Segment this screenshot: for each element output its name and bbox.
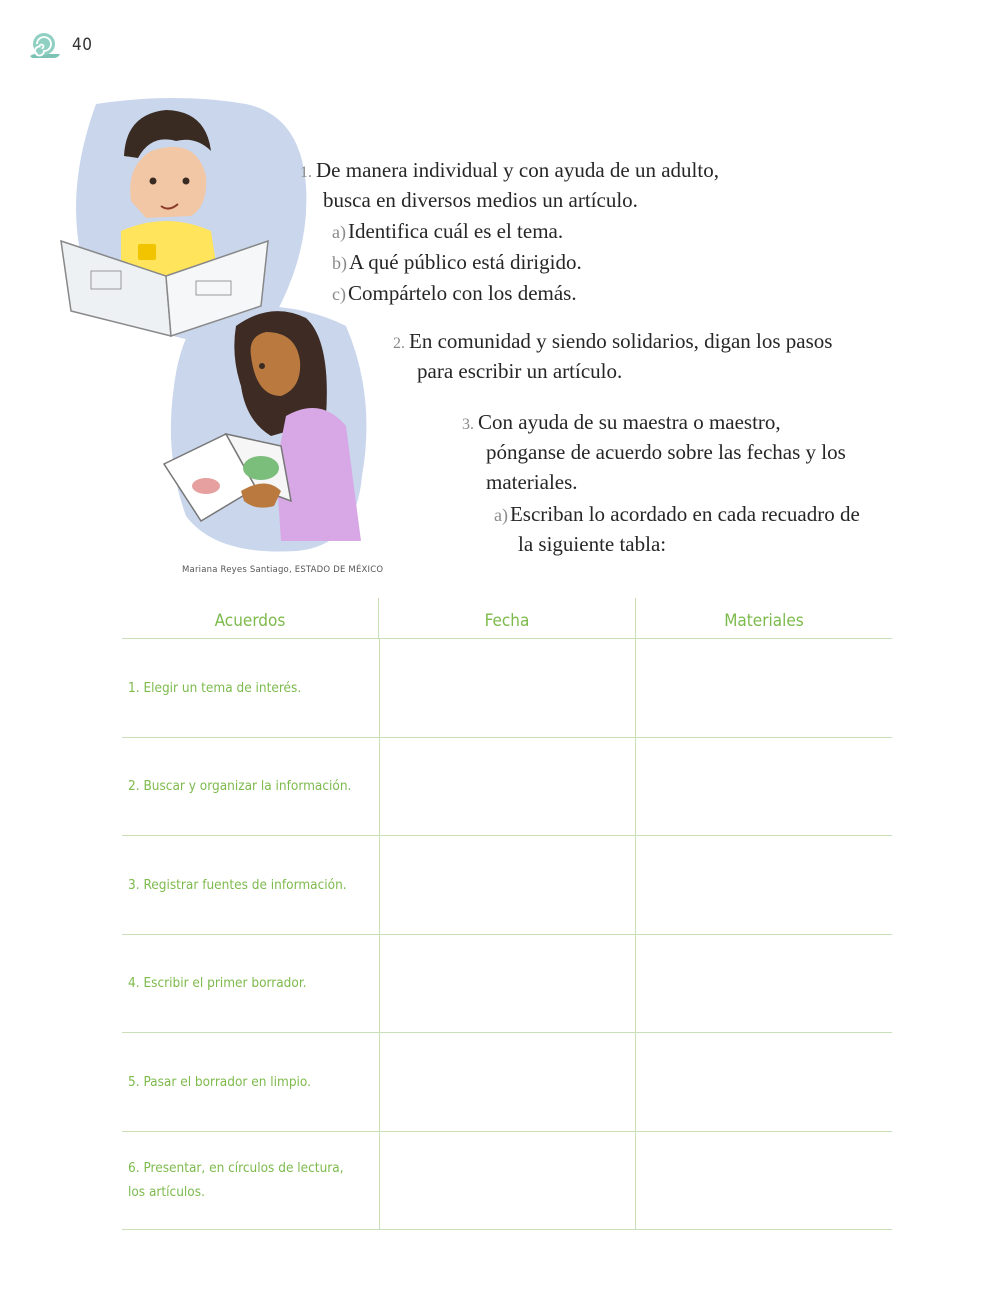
table-row (122, 935, 892, 1034)
table-row (122, 1033, 892, 1132)
materiales-cell[interactable] (635, 738, 892, 836)
item-text: Compártelo con los demás. (347, 281, 577, 305)
header-fecha: Fecha (378, 598, 635, 638)
table-row (122, 639, 892, 738)
materiales-cell[interactable] (635, 1033, 892, 1131)
activity-text: En comunidad y siendo solidarios, digan los pasos (409, 329, 833, 353)
item-letter: a) (494, 505, 508, 525)
activity-3-line-3: materiales. (486, 470, 578, 494)
snail-icon (28, 30, 64, 62)
materiales-cell[interactable] (635, 935, 892, 1033)
agreement-cell (122, 738, 379, 836)
fecha-cell[interactable] (379, 1132, 636, 1230)
agreement-cell (122, 1132, 379, 1230)
item-text: Identifica cuál es el tema. (347, 219, 564, 243)
header-materiales: Materiales (635, 598, 892, 638)
activity-text: Con ayuda de su maestra o maestro, (478, 410, 781, 434)
agreement-text: 1. Elegir un tema de interés. (128, 679, 302, 696)
activity-number: 2. (393, 335, 405, 352)
table-row (122, 738, 892, 837)
fecha-cell[interactable] (379, 836, 636, 934)
item-text: Escriban lo acordado en cada recuadro de (509, 502, 860, 526)
agreement-text: 5. Pasar el borrador en limpio. (128, 1073, 311, 1090)
fecha-cell[interactable] (379, 1033, 636, 1131)
activity-3-item-a-line-1 (494, 499, 860, 530)
activity-number: 3. (462, 416, 474, 433)
activity-text: De manera individual y con ayuda de un adulto, (316, 158, 719, 182)
activity-3-line-2: pónganse de acuerdo sobre las fechas y los (486, 440, 846, 464)
activity-1-line-2: busca en diversos medios un artículo. (323, 188, 638, 212)
materiales-cell[interactable] (635, 836, 892, 934)
activity-1-line-1 (300, 155, 719, 188)
agreement-text: 6. Presentar, en círculos de lectura, los artículos. (128, 1160, 344, 1201)
agreement-text: 4. Escribir el primer borrador. (128, 975, 307, 992)
activity-number: 1. (300, 164, 312, 181)
illustration-credit: Mariana Reyes Santiago, ESTADO DE MÉXICO (182, 565, 384, 575)
activity-2-line-1 (393, 326, 832, 359)
table-row (122, 836, 892, 935)
fecha-cell[interactable] (379, 639, 636, 737)
materiales-cell[interactable] (635, 639, 892, 737)
item-text: A qué público está dirigido. (349, 250, 582, 274)
table-row (122, 1132, 892, 1231)
header-acuerdos: Acuerdos (214, 611, 286, 631)
table-header (122, 598, 892, 639)
item-letter: c) (332, 284, 346, 304)
agreement-cell (122, 639, 379, 737)
activity-1-item-a (332, 216, 563, 247)
agreement-text: 2. Buscar y organizar la información. (128, 778, 352, 795)
materiales-cell[interactable] (635, 1132, 892, 1230)
activity-1-item-b (332, 247, 582, 278)
activity-3-line-1 (462, 407, 781, 440)
agreement-cell (122, 836, 379, 934)
item-letter: a) (332, 222, 346, 242)
fecha-cell[interactable] (379, 935, 636, 1033)
activity-1-item-c (332, 278, 577, 309)
page-number: 40 (72, 35, 93, 55)
agreements-table (122, 598, 892, 1230)
activity-3-item-a-line-2: la siguiente tabla: (518, 532, 667, 556)
agreement-cell (122, 935, 379, 1033)
agreement-cell (122, 1033, 379, 1131)
item-letter: b) (332, 253, 347, 273)
agreement-text: 3. Registrar fuentes de información. (128, 876, 347, 893)
activity-2-line-2: para escribir un artículo. (417, 359, 623, 383)
fecha-cell[interactable] (379, 738, 636, 836)
